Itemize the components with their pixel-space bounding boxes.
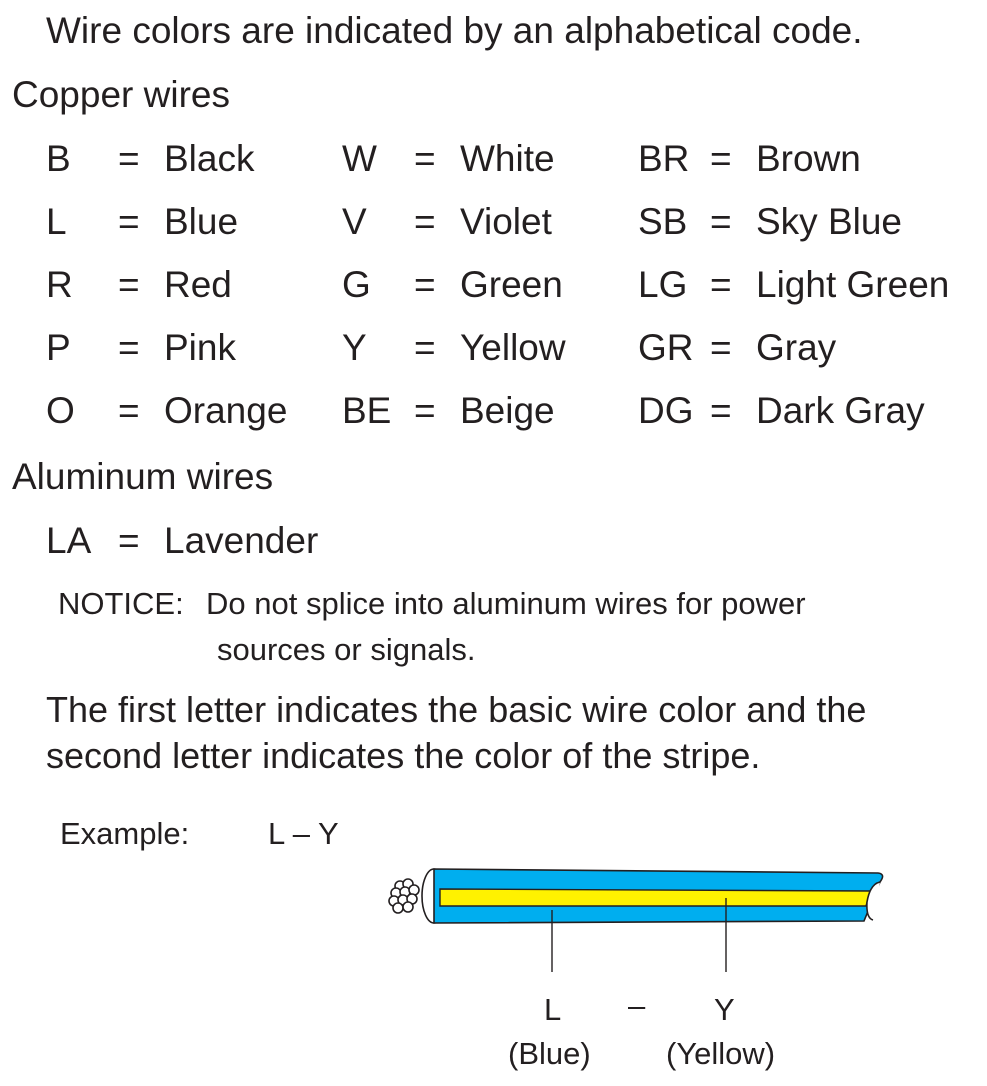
equals-sign: = <box>118 138 140 179</box>
color-name: Brown <box>756 138 861 179</box>
color-name: Dark Gray <box>756 390 925 431</box>
color-name: Sky Blue <box>756 201 903 242</box>
code-letter: P <box>46 327 71 368</box>
equals-sign: = <box>414 201 436 242</box>
wire-stripe-color <box>440 889 870 906</box>
copper-row <box>46 329 986 373</box>
base-letter-label: L <box>544 992 562 1027</box>
copper-row <box>46 140 986 184</box>
intro-text: Wire colors are indicated by an alphabetical code. <box>46 10 863 51</box>
base-color-name: (Blue) <box>508 1036 591 1071</box>
code-letter: Y <box>342 327 367 368</box>
equals-sign: = <box>710 138 732 179</box>
notice-label: NOTICE: <box>58 586 184 621</box>
color-name: Black <box>164 138 255 179</box>
color-name: Pink <box>164 327 236 368</box>
equals-sign: = <box>118 390 140 431</box>
wire-strands <box>389 879 419 913</box>
equals-sign: = <box>118 201 140 242</box>
code-letter: L <box>46 201 67 242</box>
explanation-line-1: The first letter indicates the basic wire color and the <box>46 689 867 730</box>
equals-sign: = <box>710 390 732 431</box>
copper-row <box>46 392 986 436</box>
equals-sign: = <box>414 327 436 368</box>
equals-sign: = <box>710 201 732 242</box>
wire-illustration <box>380 862 890 972</box>
equals-sign: = <box>414 264 436 305</box>
equals-sign: = <box>710 264 732 305</box>
code-letter: LA <box>46 520 92 561</box>
color-name: Light Green <box>756 264 950 305</box>
code-letter: LG <box>638 264 688 305</box>
copper-row <box>46 266 986 310</box>
notice-line-2: sources or signals. <box>217 632 476 667</box>
color-name: Yellow <box>460 327 566 368</box>
code-letter: G <box>342 264 371 305</box>
stripe-letter-label: Y <box>714 992 735 1027</box>
code-letter: O <box>46 390 75 431</box>
color-name: Violet <box>460 201 552 242</box>
equals-sign: = <box>414 390 436 431</box>
color-name: Orange <box>164 390 288 431</box>
equals-sign: = <box>118 264 140 305</box>
equals-sign: = <box>710 327 732 368</box>
equals-sign: = <box>414 138 436 179</box>
notice-line-1: Do not splice into aluminum wires for power <box>206 586 806 621</box>
color-name: Gray <box>756 327 837 368</box>
code-letter: V <box>342 201 367 242</box>
code-letter: BR <box>638 138 690 179</box>
code-letter: B <box>46 138 71 179</box>
copper-row <box>46 203 986 247</box>
equals-sign: = <box>118 520 140 561</box>
code-letter: GR <box>638 327 694 368</box>
color-name: Lavender <box>164 520 319 561</box>
color-name: Beige <box>460 390 555 431</box>
color-name: Blue <box>164 201 239 242</box>
color-name: Red <box>164 264 232 305</box>
explanation-line-2: second letter indicates the color of the stripe. <box>46 735 761 776</box>
copper-wires-heading: Copper wires <box>12 74 230 115</box>
code-letter: SB <box>638 201 688 242</box>
code-letter: W <box>342 138 377 179</box>
label-dash: – <box>628 988 646 1023</box>
color-name: Green <box>460 264 563 305</box>
example-label: Example: <box>60 816 190 851</box>
example-code: L – Y <box>268 816 339 851</box>
equals-sign: = <box>118 327 140 368</box>
aluminum-wires-heading: Aluminum wires <box>12 456 274 497</box>
stripe-color-name: (Yellow) <box>666 1036 776 1071</box>
code-letter: DG <box>638 390 694 431</box>
aluminum-row <box>46 522 986 566</box>
color-name: White <box>460 138 555 179</box>
code-letter: R <box>46 264 73 305</box>
code-letter: BE <box>342 390 392 431</box>
